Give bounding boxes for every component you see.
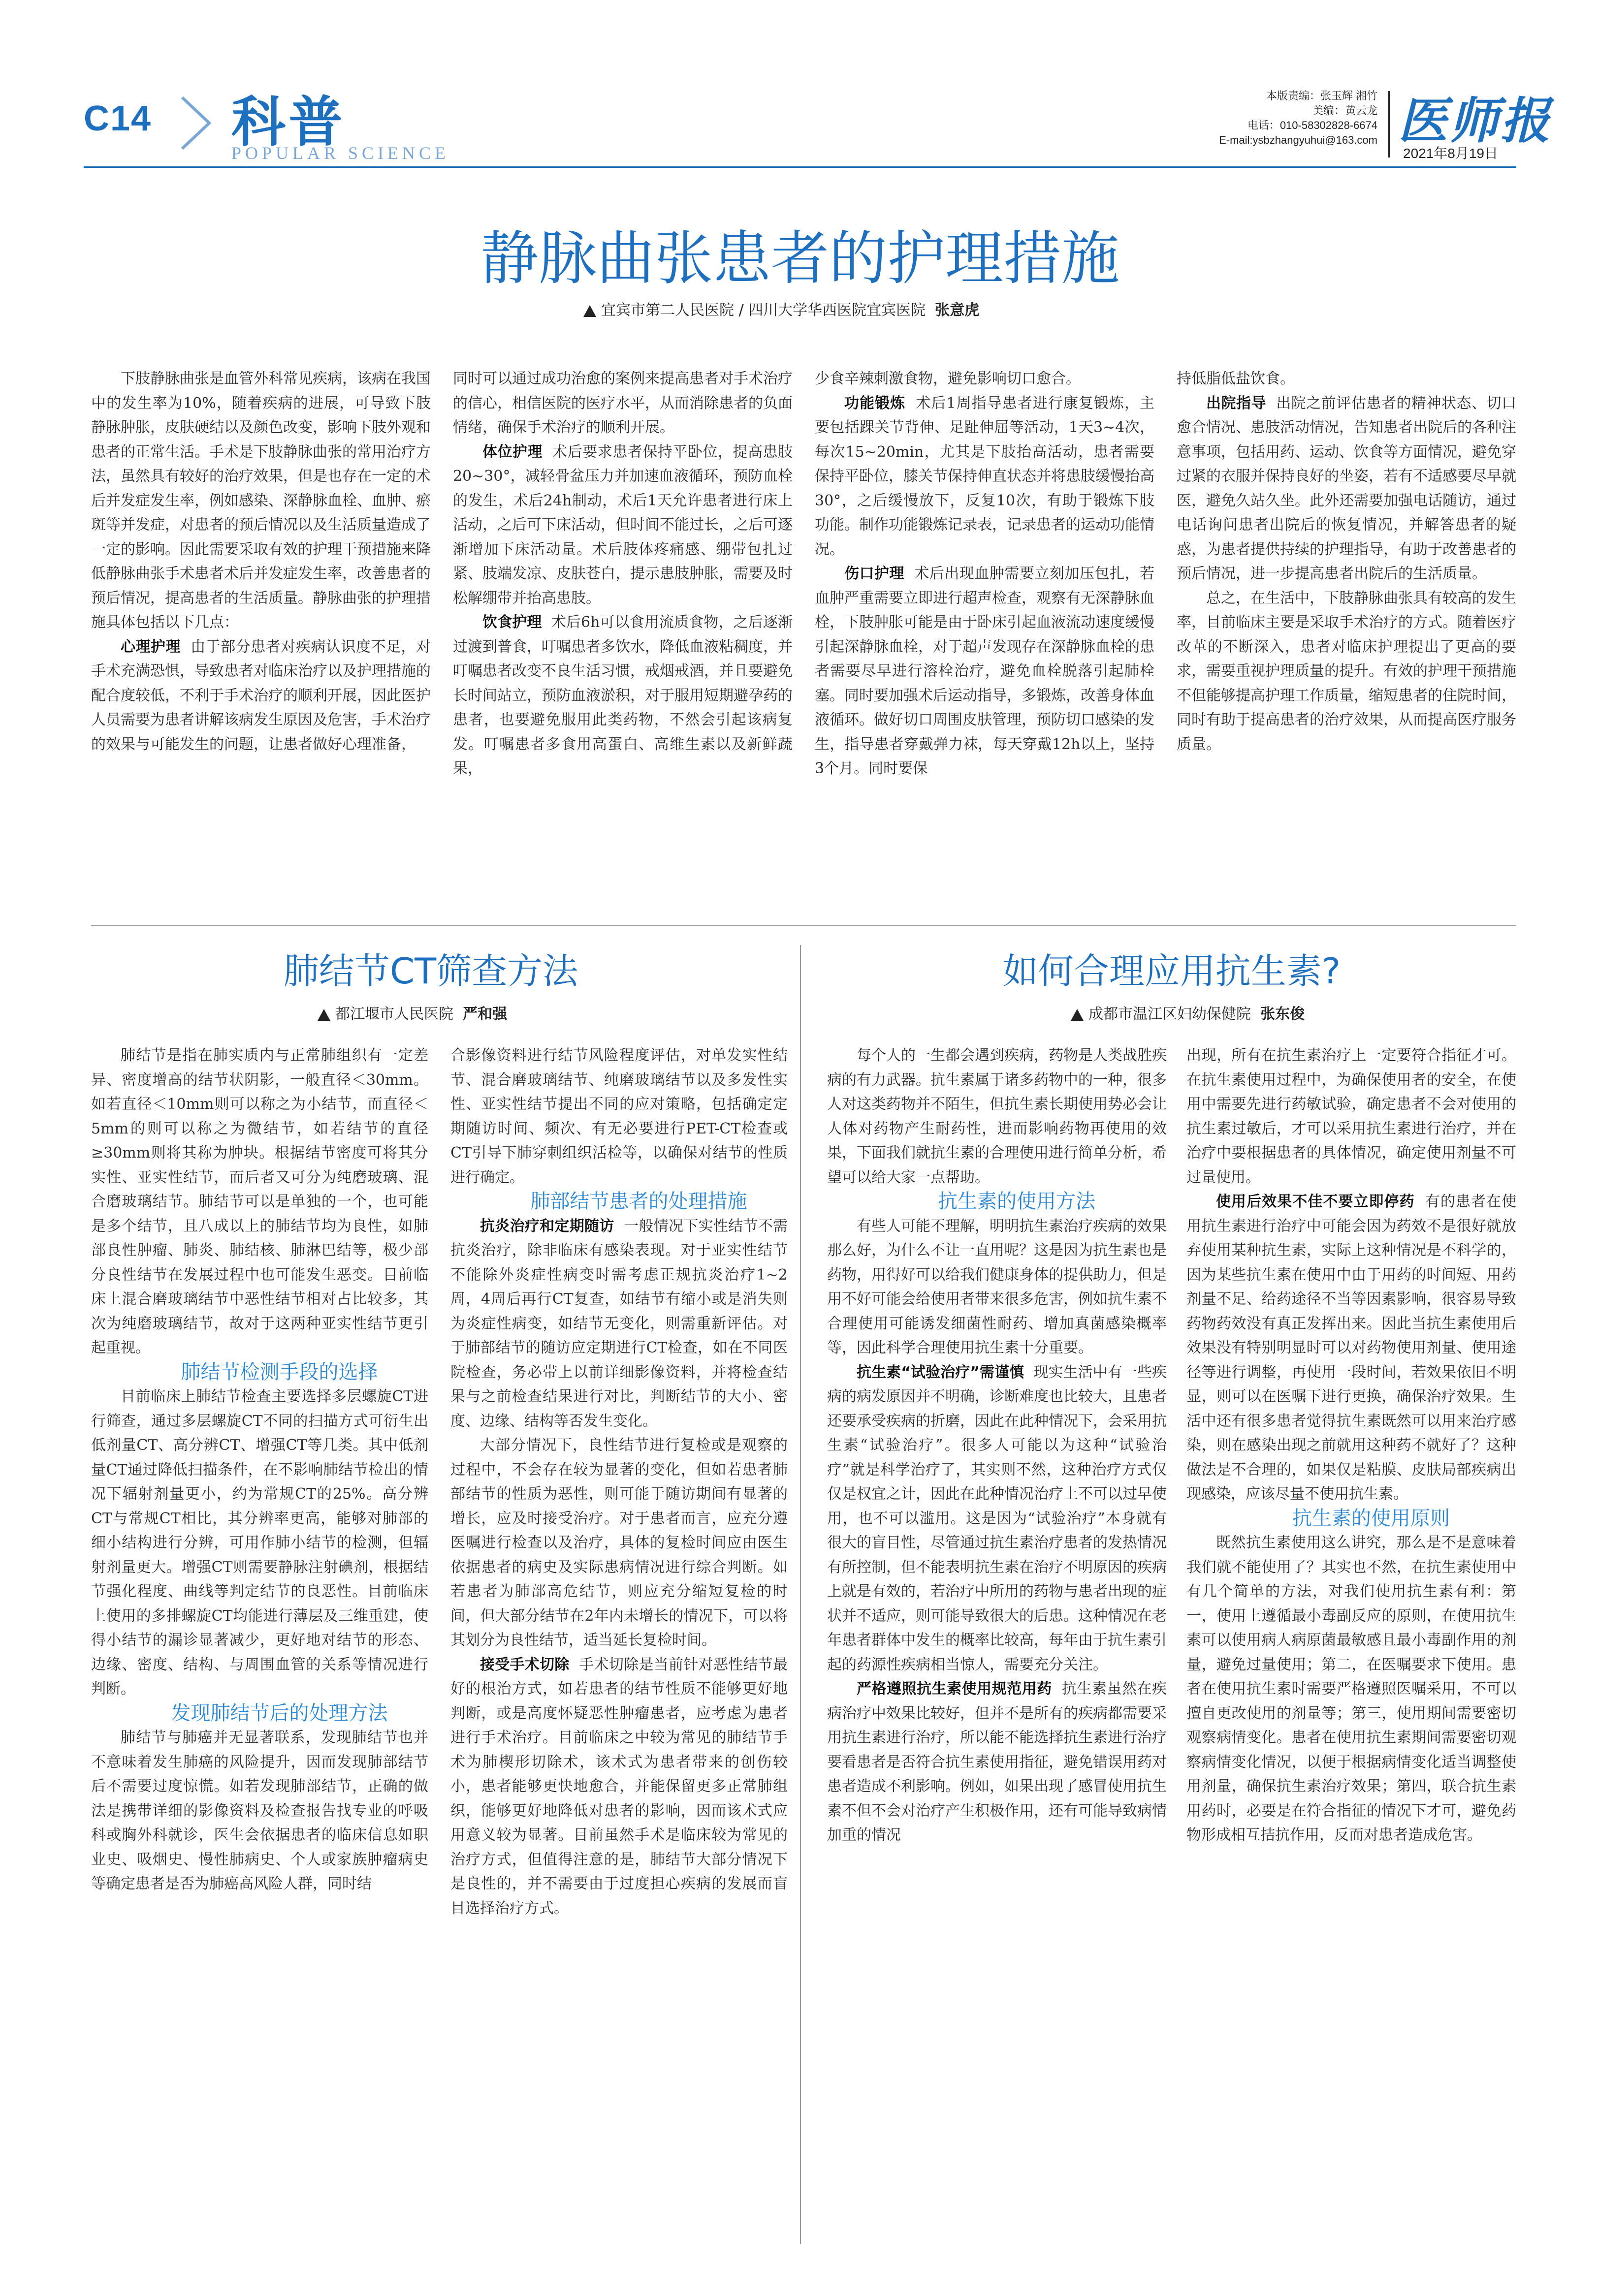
- page-header: [0, 0, 1599, 167]
- article-title-varicose: 静脉曲张患者的护理措施: [480, 224, 1119, 292]
- article1-column-1: [91, 367, 431, 756]
- article3-column-1: [827, 1043, 1167, 1848]
- paragraph-lead: 心理护理: [121, 638, 181, 656]
- credit-email: E-mail:ysbzhangyuhui@163.com: [1219, 134, 1377, 146]
- subheading: 发现肺结节后的处理方法: [171, 1701, 388, 1725]
- paragraph-body: 由于部分患者对疾病认识度不足，对手术充满恐惧，导致患者对临床治疗以及护理措施的配合度较低，不利于手术治疗的顺利开展，因此医护人员需要为患者讲解该病发生原因及危害，手术治疗的效果与可能发生的问题，让患者做好心理准备，: [91, 638, 431, 753]
- paragraph-lead: 抗生素“试验治疗”需谨慎: [857, 1363, 1024, 1381]
- paragraph-body: 术后要求患者保持平卧位，提高患肢20~30°，减轻骨盆压力并加速血液循环，预防血栓的发生，术后24h制动，术后1天允许患者进行床上活动，之后可下床活动，但时间不能过长，之后可逐渐增加下床活动量。术后肢体疼痛感、绷带包扎过紧、肢端发凉、皮肤苍白，提示患肢肿胀，需要及时松解绷带并抬高患肢。: [453, 443, 793, 607]
- publication-date: 2021年8月19日: [1403, 146, 1499, 161]
- byline-org: 成都市温江区妇幼保健院: [1088, 1006, 1251, 1023]
- article1-column-4: [1177, 367, 1516, 756]
- paragraph: 目前临床上肺结节检查主要选择多层螺旋CT进行筛查，通过多层螺旋CT不同的扫描方式可衍生出低剂量CT、高分辨CT、增强CT等几类。其中低剂量CT通过降低扫描条件，在不影响肺结节检出的情况下辐射剂量更小，约为常规CT的25%。高分辨CT与常规CT相比，其分辨率更高，能够对肺部的细小结构进行分辨，可用作肺小结节的检测，但辐射剂量更大。增强CT则需要静脉注射碘剂，根据结节强化程度、曲线等判定结节的良恶性。目前临床上使用的多排螺旋CT均能进行薄层及三维重建，使得小结节的漏诊显著减少，更好地对结节的形态、边缘、密度、结构、与周围血管的关系等情况进行判断。: [91, 1388, 428, 1698]
- section-divider: [91, 925, 1516, 926]
- paragraph: [453, 610, 793, 781]
- paragraph: 大部分情况下，良性结节进行复检或是观察的过程中，不会存在较为显著的变化，但如若患者肺部结节的性质为恶性，则可能于随访期间有显著的增长，应及时接受治疗。对于患者而言，应充分遵医嘱进行检查以及治疗，具体的复检时间应由医生依据患者的病史及实际患病情况进行综合判断。如若患者为肺部高危结节，则应充分缩短复检的时间，但大部分结节在2年内未增长的情况下，可以将其划分为良性结节，适当延长复检时间。: [450, 1437, 788, 1649]
- byline-author: 张意虎: [935, 302, 980, 319]
- article2-column-1: [91, 1043, 428, 1896]
- paragraph-body: 术后6h可以食用流质食物，之后逐渐过渡到普食，叮嘱患者多饮水，降低血液粘稠度，并叮嘱患者改变不良生活习惯，戒烟戒酒，并且要避免长时间站立，预防血液淤积，对于服用短期避孕药的患者，也要避免服用此类药物，不然会引起该病复发。叮嘱患者多食用高蛋白、高维生素以及新鲜蔬果，: [453, 614, 793, 777]
- column-divider: [800, 945, 801, 2244]
- paragraph: 下肢静脉曲张是血管外科常见疾病，该病在我国中的发生率为10%，随着疾病的进展，可导致下肢静脉肿胀，皮肤硬结以及颜色改变，影响下肢外观和患者的正常生活。手术是下肢静脉曲张的常用治疗方法，虽然具有较好的治疗效果，但是也存在一定的术后并发症发生率，例如感染、深静脉血栓、血肿、瘀斑等并发症，对患者的预后情况以及生活质量造成了一定的影响。因此需要采取有效的护理干预措施来降低静脉曲张手术患者术后并发症发生率，改善患者的预后情况，提高患者的生活质量。静脉曲张的护理措施具体包括以下几点：: [91, 370, 431, 631]
- paragraph-lead: 严格遵照抗生素使用规范用药: [857, 1680, 1052, 1698]
- paragraph-body: 手术切除是当前针对恶性结节最好的根治方式，如若患者的结节性质不能够更好地判断，或是高度怀疑恶性肿瘤患者，应考虑为患者进行手术治疗。目前临床之中较为常见的肺结节手术为肺楔形切除术，该术式为患者带来的创伤较小，患者能够更快地愈合，并能保留更多正常肺组织，能够更好地降低对患者的影响，因而该术式应用意义较为显著。目前虽然手术是临床较为常见的治疗方式，但值得注意的是，肺结节大部分情况下是良性的，并不需要由于过度担心疾病的发展而盲目选择治疗方式。: [450, 1656, 788, 1917]
- article-byline-antibiotics: [1071, 1002, 1305, 1023]
- paragraph-body: 一般情况下实性结节不需抗炎治疗，除非临床有感染表现。对于亚实性结节不能除外炎症性病变时需考虑正规抗炎治疗1~2周，4周后再行CT复查，如结节有缩小或是消失则为炎症性病变，如结节无变化，则需重新评估。对于肺部结节的随访应定期进行CT检查，如在不同医院检查，务必带上以前详细影像资料，并将检查结果与之前检查结果进行对比，判断结节的大小、密度、边缘、结构等否发生变化。: [450, 1217, 788, 1430]
- paragraph-lead: 体位护理: [482, 443, 543, 461]
- paragraph-body: 有的患者在使用抗生素进行治疗中可能会因为药效不是很好就放弃使用某种抗生素，实际上这种情况是不科学的，因为某些抗生素在使用中由于用药的时间短、用药剂量不足、给药途径不当等因素影响，很容易导致药物药效没有真正发挥出来。因此当抗生素使用后效果没有特别明显时可以对药物使用剂量、使用途径等进行调整，再使用一段时间，若效果依旧不明显，则可以在医嘱下进行更换，确保治疗效果。生活中还有很多患者觉得抗生素既然可以用来治疗感染，则在感染出现之前就用这种药不就好了？这种做法是不合理的，如果仅是粘膜、皮肤局部疾病出现感染，应该尽量不使用抗生素。: [1186, 1193, 1517, 1503]
- byline-author: 严和强: [463, 1006, 508, 1023]
- paragraph: 出现，所有在抗生素治疗上一定要符合指征才可。在抗生素使用过程中，为确保使用者的安全，在使用中需要先进行药敏试验，确定患者不会对使用的抗生素过敏后，才可以采用抗生素进行治疗，并在治疗中要根据患者的具体情况，确定使用剂量不可过量使用。: [1186, 1047, 1516, 1186]
- article1-column-2: [453, 367, 793, 781]
- article-byline-lung-nodule: [318, 1002, 507, 1023]
- paragraph: 持低脂低盐饮食。: [1177, 370, 1295, 387]
- paragraph-lead: 抗炎治疗和定期随访: [480, 1217, 614, 1235]
- triangle-icon: [583, 305, 596, 317]
- paragraph: 有些人可能不理解，明明抗生素治疗疾病的效果那么好，为什么不让一直用呢？这是因为抗生素也是药物，用得好可以给我们健康身体的提供助力，但是用不好可能会给使用者带来很多危害，例如抗生素不合理使用可能诱发细菌性耐药、增加真菌感染概率等，因此科学合理使用抗生素十分重要。: [827, 1217, 1167, 1356]
- paragraph: [450, 1653, 788, 1921]
- paragraph: 肺结节与肺癌并无显著联系，发现肺结节也并不意味着发生肺癌的风险提升，因而发现肺部结节后不需要过度惊慌。如若发现肺部结节，正确的做法是携带详细的影像资料及检查报告找专业的呼吸科或胸外科就诊，医生会依据患者的临床信息如职业史、吸烟史、慢性肺病史、个人或家族肿瘤病史等确定患者是否为肺癌高风险人群，同时结: [91, 1729, 428, 1892]
- article-byline-varicose: [583, 298, 979, 319]
- subheading: 抗生素的使用方法: [938, 1190, 1095, 1213]
- paragraph: [1186, 1190, 1516, 1507]
- header-rule: [84, 166, 1516, 168]
- section-subtitle: POPULAR SCIENCE: [231, 143, 450, 163]
- newspaper-logo: 医师报: [1398, 92, 1552, 150]
- header-divider: [1388, 91, 1390, 157]
- paragraph-lead: 伤口护理: [844, 565, 905, 582]
- credit-designer: 美编：黄云龙: [1312, 104, 1377, 117]
- paragraph-body: 出院之前评估患者的精神状态、切口愈合情况、患肢活动情况，告知患者出院后的各种注意事项，包括用药、运动、饮食等方面情况，避免穿过紧的衣服并保持良好的坐姿，若有不适感要尽早就医，避免久站久坐。此外还需要加强电话随访，通过电话询问患者出院后的恢复情况，并解答患者的疑惑，为患者提供持续的护理指导，有助于改善患者的预后情况，进一步提高患者出院后的生活质量。: [1177, 394, 1517, 582]
- paragraph: 同时可以通过成功治愈的案例来提高患者对手术治疗的信心，相信医院的医疗水平，从而消除患者的负面情绪，确保手术治疗的顺利开展。: [453, 370, 793, 436]
- paragraph: [1177, 391, 1516, 586]
- paragraph: 既然抗生素使用这么讲究，那么是不是意味着我们就不能使用了？其实也不然，在抗生素使用中有几个简单的方法，对我们使用抗生素有利：第一，使用上遵循最小毒副反应的原则，在使用抗生素可以使用病人病原菌最敏感且最小毒副作用的剂量，避免过量使用；第二，在医嘱要求下使用。患者在使用抗生素时需要严格遵照医嘱采用，不可以擅自更改使用的剂量等；第三，使用期间需要密切观察病情变化。患者在使用抗生素期间需要密切观察病情变化情况，以便于根据病情变化适当调整使用剂量，确保抗生素治疗效果；第四，联合抗生素用药时，必要是在符合指征的情况下才可，避免药物形成相互拮抗作用，反而对患者造成危害。: [1186, 1534, 1516, 1844]
- paragraph: 每个人的一生都会遇到疾病，药物是人类战胜疾病的有力武器。抗生素属于诸多药物中的一种，很多人对这类药物并不陌生，但抗生素长期使用势必会让人体对药物产生耐药性，进而影响药物再使用的效果，下面我们就抗生素的合理使用进行简单分析，希望可以给大家一点帮助。: [827, 1047, 1167, 1186]
- paragraph: [453, 440, 793, 611]
- paragraph-body: 现实生活中有一些疾病的病发原因并不明确，诊断难度也比较大，且患者还要承受疾病的折磨，因此在此种情况下，会采用抗生素“试验治疗”。很多人可能以为这种“试验治疗”就是科学治疗了，其实则不然，这种治疗方式仅仅是权宜之计，因此在此种情况治疗上不可以过早使用，也不可以滥用。这是因为“试验治疗”本身就有很大的盲目性，尽管通过抗生素治疗患者的发热情况有所控制，但不能表明抗生素在治疗不明原因的疾病上就是有效的，若治疗中所用的药物与患者出现的症状并不适应，则可能导致很大的后患。这种情况在老年患者群体中发生的概率比较高，每年由于抗生素引起的药源性疾病相当惊人，需要充分关注。: [827, 1363, 1167, 1673]
- editor-credits: [1033, 89, 1377, 148]
- chevron-right-icon: [175, 94, 219, 153]
- article1-column-3: [815, 367, 1154, 781]
- credit-phone: 电话：010-58302828-6674: [1247, 119, 1377, 131]
- paragraph-body: 术后1周指导患者进行康复锻炼，主要包括踝关节背伸、足趾伸屈等活动，1天3~4次，每次15~20min，尤其是下肢抬高活动，患者需要保持平卧位，膝关节保持伸直状态并将患肢缓慢抬高30°，之后缓慢放下，反复10次，有助于锻炼下肢功能。制作功能锻炼记录表，记录患者的运动功能情况。: [815, 394, 1155, 558]
- paragraph-lead: 功能锻炼: [844, 394, 906, 412]
- triangle-icon: [1071, 1009, 1084, 1021]
- paragraph-lead: 使用后效果不佳不要立即停药: [1216, 1193, 1415, 1210]
- subheading: 抗生素的使用原则: [1292, 1507, 1450, 1530]
- paragraph-lead: 接受手术切除: [480, 1656, 570, 1673]
- paragraph: 合影像资料进行结节风险程度评估，对单发实性结节、混合磨玻璃结节、纯磨玻璃结节以及多发性实性、亚实性结节提出不同的应对策略，包括确定定期随访时间、频次、有无必要进行PET-CT检查或CT引导下肺穿刺组织活检等，以确保对结节的性质进行确定。: [450, 1047, 788, 1186]
- byline-org: 宜宾市第二人民医院 / 四川大学华西医院宜宾医院: [601, 302, 926, 319]
- paragraph-body: 术后出现血肿需要立刻加压包扎，若血肿严重需要立即进行超声检查，观察有无深静脉血栓，下肢肿胀可能是由于卧床引起血液流动速度缓慢引起深静脉血栓，对于超声发现存在深静脉血栓的患者需要尽早进行溶栓治疗，避免血栓脱落引起肺栓塞。同时要加强术后运动指导，多锻炼，改善身体血液循环。做好切口周围皮肤管理，预防切口感染的发生，指导患者穿戴弹力袜，每天穿戴12h以上，坚持3个月。同时要保: [815, 565, 1155, 777]
- article3-column-2: [1186, 1043, 1516, 1848]
- page-number: C14: [84, 99, 152, 138]
- subheading: 肺结节检测手段的选择: [181, 1360, 378, 1384]
- paragraph: [91, 635, 431, 757]
- paragraph: 肺结节是指在肺实质内与正常肺组织有一定差异、密度增高的结节状阴影，一般直径＜30mm。如若直径＜10mm则可以称之为小结节，而直径＜5mm的则可以称之为微结节，如若结节的直径≥30mm则将其称为肿块。根据结节密度可将其分实性、亚实性结节，而后者又可分为纯磨玻璃、混合磨玻璃结节。肺结节可以是单独的一个，也可能是多个结节，且八成以上的肺结节均为良性，如肺部良性肿瘤、肺炎、肺结核、肺淋巴结等，极少部分良性结节在发展过程中也可能发生恶变。目前临床上混合磨玻璃结节中恶性结节相对占比较多，其次为纯磨玻璃结节，故对于这两种亚实性结节更引起重视。: [91, 1047, 428, 1356]
- paragraph-body: 抗生素虽然在疾病治疗中效果比较好，但并不是所有的疾病都需要采用抗生素进行治疗，所以能不能选择抗生素进行治疗要看患者是否符合抗生素使用指征，避免错误用药对患者造成不利影响。例如，如果出现了感冒使用抗生素不但不会对治疗产生积极作用，还有可能导致病情加重的情况: [827, 1680, 1167, 1844]
- section-title: 科普: [231, 91, 346, 154]
- subheading: 肺部结节患者的处理措施: [530, 1190, 747, 1213]
- article-title-lung-nodule: 肺结节CT筛查方法: [283, 950, 578, 992]
- paragraph: [815, 391, 1154, 562]
- triangle-icon: [318, 1009, 330, 1021]
- byline-org: 都江堰市人民医院: [335, 1006, 453, 1023]
- credit-editor: 本版责编：张玉辉 湘竹: [1266, 90, 1377, 102]
- paragraph: [827, 1677, 1167, 1848]
- paragraph: 总之，在生活中，下肢静脉曲张具有较高的发生率，目前临床主要是采取手术治疗的方式。随着医疗改革的不断深入，患者对临床护理提出了更高的要求，需要重视护理质量的提升。有效的护理干预措施不但能够提高护理工作质量，缩短患者的住院时间，同时有助于提高患者的治疗效果，从而提高医疗服务质量。: [1177, 589, 1516, 753]
- paragraph-lead: 饮食护理: [482, 614, 542, 631]
- paragraph: [450, 1214, 788, 1434]
- paragraph: [827, 1360, 1167, 1677]
- paragraph: 少食辛辣刺激食物，避免影响切口愈合。: [815, 370, 1081, 387]
- paragraph-lead: 出院指导: [1206, 394, 1267, 412]
- article2-column-2: [450, 1043, 788, 1920]
- article-title-antibiotics: 如何合理应用抗生素?: [1002, 950, 1341, 992]
- byline-author: 张东俊: [1260, 1006, 1305, 1023]
- paragraph: [815, 562, 1154, 781]
